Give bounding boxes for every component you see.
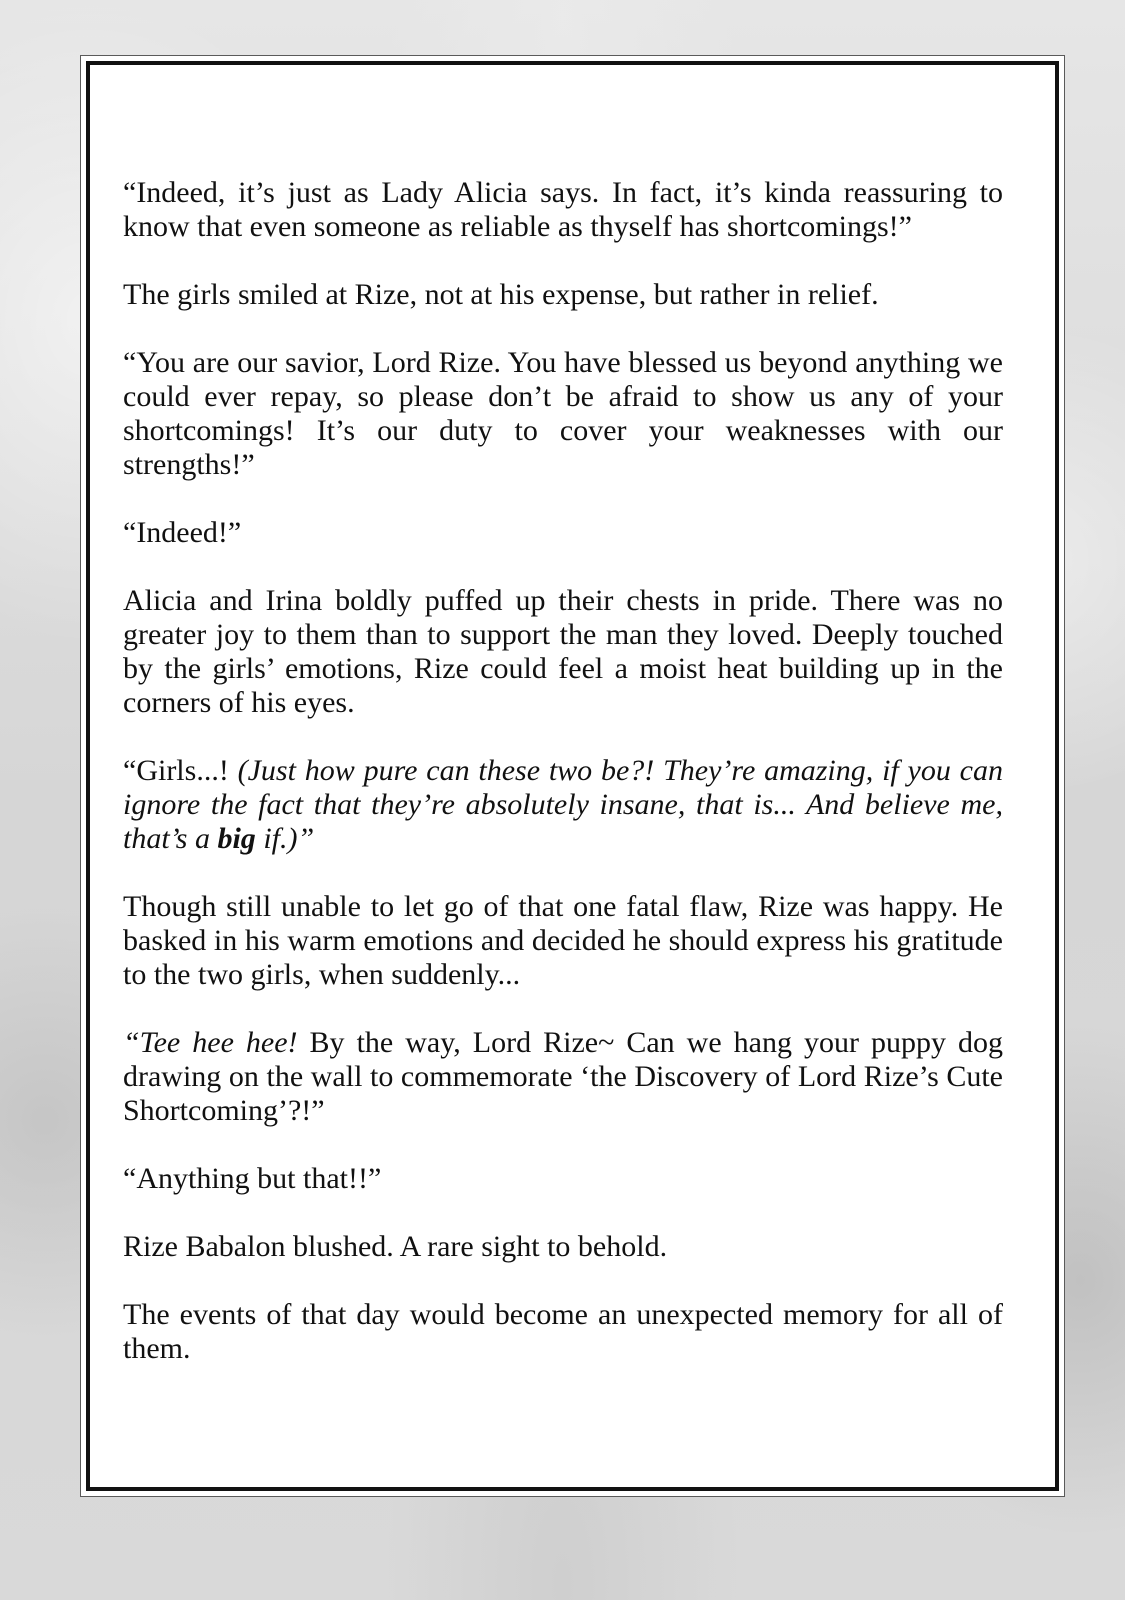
paragraph-7: Though still unable to let go of that one fatal flaw, Rize was happy. He basked in his warm emotions and decided he should express his gratitude to the two girls, when suddenly... bbox=[123, 890, 1003, 991]
paragraph-8 bbox=[123, 1026, 1003, 1128]
paragraph-1: “Indeed, it’s just as Lady Alicia says. In fact, it’s kinda reassuring to know that even someone as reliable as thyself has shortcomings!” bbox=[123, 176, 1003, 243]
dialogue-lead: “Girls...! bbox=[123, 754, 238, 787]
paragraph-4: “Indeed!” bbox=[123, 516, 242, 549]
paragraph-3: “You are our savior, Lord Rize. You have blessed us beyond anything we could ever repay, so please don’t be afraid to show us any of your shortcomings! It’s our duty to cover your weaknesses with our strengths!” bbox=[123, 346, 1003, 481]
story-text bbox=[123, 176, 1003, 1366]
paragraph-6 bbox=[123, 754, 1003, 856]
paragraph-9: “Anything but that!!” bbox=[123, 1162, 382, 1195]
paragraph-11: The events of that day would become an unexpected memory for all of them. bbox=[123, 1298, 1003, 1365]
giggle-text: “Tee hee hee! bbox=[123, 1026, 298, 1059]
paragraph-10: Rize Babalon blushed. A rare sight to behold. bbox=[123, 1230, 668, 1263]
paragraph-8-rest: By the way, Lord Rize~ Can we hang your puppy dog drawing on the wall to commemorate ‘the Discovery of Lord Rize’s Cute Shortcoming’?!” bbox=[123, 1026, 1004, 1127]
emphasis-word: big bbox=[217, 822, 256, 855]
paragraph-5: Alicia and Irina boldly puffed up their chests in pride. There was no greater joy to them than to support the man they loved. Deeply touched by the girls’ emotions, Rize could feel a moist heat building up in the corners of his eyes. bbox=[123, 584, 1003, 719]
inner-thought bbox=[123, 754, 1003, 855]
paragraph-2: The girls smiled at Rize, not at his expense, but rather in relief. bbox=[123, 278, 879, 311]
inner-thought-part-1: (Just how pure can these two be?! They’re amazing, if you can ignore the fact that they’re absolutely insane, that is... And believe me, that’s a bbox=[123, 754, 1004, 855]
inner-thought-part-2: if.)” bbox=[255, 822, 315, 855]
